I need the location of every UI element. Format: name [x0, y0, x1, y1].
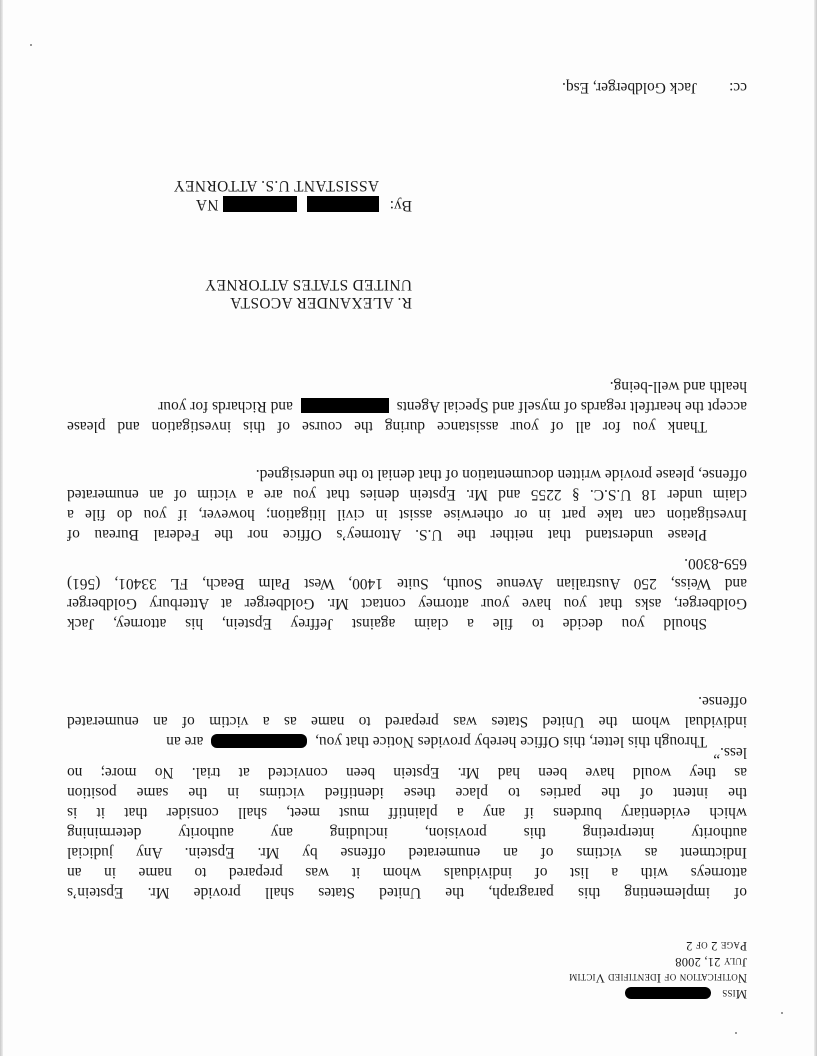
redaction-assistant-first-name: [307, 196, 379, 212]
quote-line: less.”: [713, 744, 747, 761]
paragraph-line: health and well-being.: [609, 378, 747, 395]
redaction-victim-name: [211, 734, 307, 748]
paragraph-line: Goldberger, asks that you have your attorney contact Mr. Goldberger at Atterbury Goldberger: [67, 595, 747, 612]
paragraph-line: offense.: [698, 693, 747, 710]
quote-line: which evidentiary burdens if any a plaintiff must meet, shall consider that it is: [67, 804, 747, 821]
paragraph-line: Investigation can take part in or otherwise assist in civil litigation; however, if you do file a: [67, 506, 747, 523]
thank-you-paragraph: [67, 376, 747, 436]
notice-paragraph: [67, 691, 747, 751]
scan-speck: [735, 1032, 737, 1034]
header-subject: Notification of Identified Victim: [569, 971, 747, 985]
quote-line: the intent of the parties to place these identified victims in the same position: [67, 784, 747, 801]
header-page-number: Page 2 of 2: [685, 939, 747, 953]
redaction-recipient-name: [625, 987, 711, 999]
by-label: By:: [389, 197, 412, 214]
paragraph-line: Thank you for all of your assistance during the course of this investigation and please: [67, 418, 707, 435]
cc-label: cc:: [729, 79, 747, 96]
paragraph-line: Please understand that neither the U.S. Attorney’s Office nor the Federal Bureau of: [67, 526, 707, 543]
redaction-agent-name: [301, 398, 389, 413]
quote-line: attorneys with a list of individuals whom it was prepared to name in an: [67, 864, 747, 881]
claim-contact-paragraph: [67, 553, 747, 633]
quote-line: authority interpreting this provision, including any authority determining: [67, 824, 747, 841]
quote-line: of implementing this paragraph, the United States shall provide Mr. Epstein’s: [67, 884, 747, 901]
header-date: July 21, 2008: [675, 955, 747, 969]
scan-speck: [30, 44, 32, 46]
paragraph-line: and Weiss, 250 Australian Avenue South, Suite 1400, West Palm Beach, FL 33401, (561): [67, 575, 747, 592]
assistant-signature-block: [173, 176, 379, 214]
paragraph-line: 659-8300.: [684, 555, 747, 572]
signer-name: R. ALEXANDER ACOSTA: [229, 294, 412, 311]
scan-edge-right: [0, 0, 3, 1056]
cc-recipient: Jack Goldberger, Esq.: [562, 79, 698, 96]
civil-litigation-paragraph: [67, 464, 747, 544]
signature-block: [205, 275, 412, 311]
carbon-copy-line: [562, 78, 747, 96]
quoted-agreement-text: [67, 742, 747, 902]
quote-line: Indictment as victims of an enumerated offense by Mr. Epstein. Any judicial: [67, 844, 747, 861]
signer-title: UNITED STATES ATTORNEY: [204, 276, 412, 293]
header-recipient: Miss: [569, 986, 747, 1002]
paragraph-line: Through this letter, this Office hereby provides Notice that you, are an: [166, 733, 707, 750]
paragraph-line: offense, please provide written documentation of that denial to the undersigned.: [255, 466, 747, 483]
paragraph-line: individual whom the United States was prepared to name as a victim of an enumerated: [67, 713, 747, 730]
letter-header: [569, 938, 747, 1002]
redaction-assistant-last-name: [223, 196, 297, 212]
paragraph-line: accept the heartfelt regards of myself and Special Agents and Richards for your: [158, 398, 747, 415]
quote-line: as they would have been had Mr. Epstein been convicted at trial. No more; no: [67, 764, 747, 781]
scan-speck: [781, 1012, 783, 1014]
paragraph-line: claim under 18 U.S.C. § 2255 and Mr. Epstein denies that you are a victim of an enumerated: [67, 486, 747, 503]
paragraph-line: Should you decide to file a claim against Jeffrey Epstein, his attorney, Jack: [67, 615, 707, 632]
assistant-title: ASSISTANT U.S. ATTORNEY: [173, 177, 379, 194]
assistant-name-line: NA: [173, 195, 379, 214]
